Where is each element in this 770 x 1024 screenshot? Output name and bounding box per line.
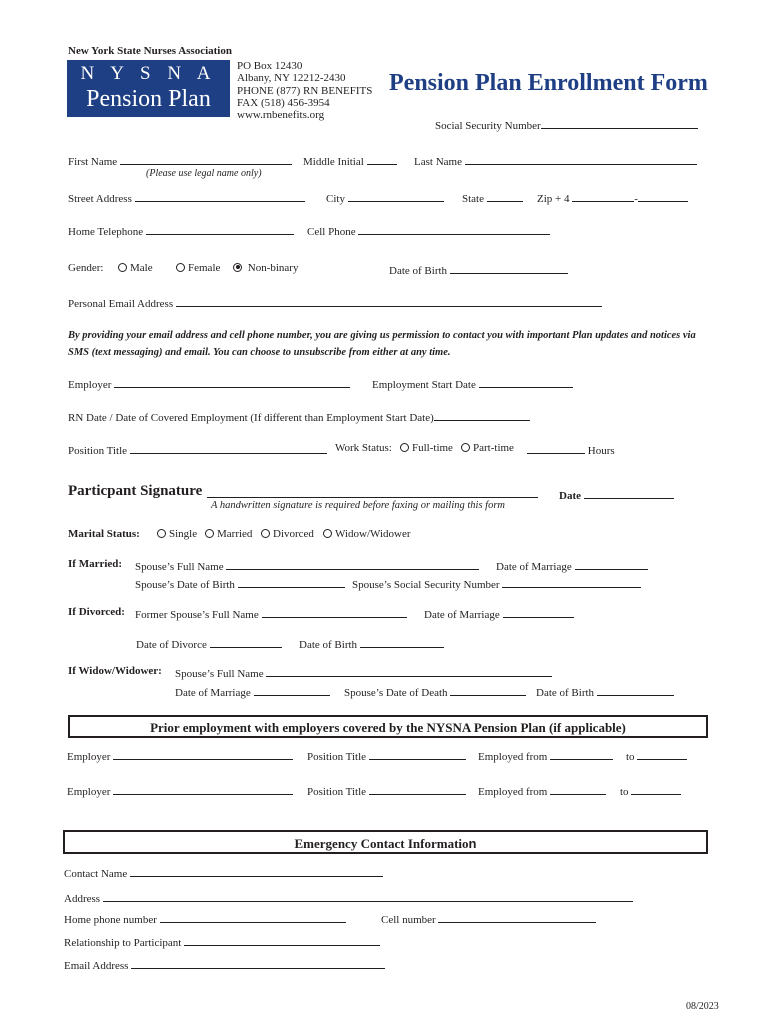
signature-date-label: Date [559,490,581,502]
date-of-birth-label: Date of Birth [389,265,448,277]
nysna-logo [67,60,230,117]
state-field[interactable] [462,190,523,205]
gender-male-radio[interactable] [118,262,153,274]
contact-email-field[interactable] [64,957,385,972]
position-title-label: Position Title [68,445,128,457]
gender-female-radio[interactable] [176,262,220,274]
spouse-death-date-field[interactable] [344,684,526,699]
hours-label: Hours [587,445,615,457]
contact-name-field[interactable] [64,865,383,880]
signature-date-field[interactable] [559,487,674,502]
prior-employment-heading: Prior employment with employers covered by the NYSNA Pension Plan (if applicable) [150,720,626,735]
full-time-radio[interactable] [400,442,453,454]
legal-name-note: (Please use legal name only) [146,168,262,179]
spouse-dob-label: Spouse’s Date of Birth [135,579,235,591]
emergency-header-box [63,830,708,854]
address-line-1: PO Box 12430 [237,60,303,72]
prior-to-2-label: to [620,786,629,798]
divorce-dob-field[interactable] [299,636,444,651]
ssn-label: Social Security Number [435,120,541,132]
radio-icon [118,263,127,272]
form-version: 08/2023 [686,1001,719,1012]
first-name-label: First Name [68,156,118,168]
emergency-heading [65,836,706,852]
prior-employer-1-field[interactable] [67,748,293,763]
spouse-death-date-label: Spouse’s Date of Death [344,687,448,699]
contact-cell-field[interactable] [381,911,596,926]
contact-home-phone-field[interactable] [64,911,346,926]
part-time-radio[interactable] [461,442,514,454]
gender-male-label: Male [130,262,153,274]
widow-marriage-date-label: Date of Marriage [175,687,251,699]
signature-label: Particpant Signature [68,483,203,499]
employer-field[interactable] [68,376,350,391]
marital-single-radio[interactable] [157,528,197,540]
prior-from-2-field[interactable] [478,783,606,798]
prior-from-2-label: Employed from [478,786,548,798]
marital-divorced-radio[interactable] [261,528,314,540]
address-line-5: www.rnbenefits.org [237,109,325,122]
work-status-label: Work Status: [335,442,392,454]
prior-from-1-label: Employed from [478,751,548,763]
middle-initial-label: Middle Initial [303,156,364,168]
marriage-date-label: Date of Marriage [496,561,572,573]
logo-top-text: N Y S N A [80,63,217,84]
part-time-label: Part-time [473,442,514,454]
radio-icon [157,529,166,538]
zip-field[interactable]: Zip + 4 - [537,190,688,205]
home-telephone-label: Home Telephone [68,226,144,238]
prior-employer-2-field[interactable] [67,783,293,798]
home-telephone-field[interactable] [68,223,294,238]
contact-relationship-label: Relationship to Participant [64,937,182,949]
spouse-ssn-field[interactable] [352,576,641,591]
middle-initial-field[interactable] [303,153,397,168]
city-field[interactable] [326,190,444,205]
divorce-marriage-date-field[interactable] [424,606,574,621]
emergency-heading-tail: n [468,836,477,851]
personal-email-field[interactable] [68,295,602,310]
radio-icon [176,263,185,272]
widow-marriage-date-field[interactable] [175,684,330,699]
association-name: New York State Nurses Association [68,45,232,57]
former-spouse-label: Former Spouse’s Full Name [135,609,259,621]
contact-address-field[interactable] [64,890,633,905]
employment-start-date-label: Employment Start Date [372,379,476,391]
marital-divorced-label: Divorced [273,528,314,540]
prior-position-1-label: Position Title [307,751,367,763]
radio-icon [461,443,470,452]
logo-bottom-text: Pension Plan [86,86,211,112]
radio-selected-icon [233,263,242,272]
if-widow-label: If Widow/Widower: [68,665,162,677]
consent-text: By providing your email address and cell phone number, you are giving us permission to contact you with important Plan updates and notices via SMS (text messaging) and email. You can choose to unsubscribe from either at any time. [68,330,696,358]
employment-start-date-field[interactable] [372,376,573,391]
prior-to-2-field[interactable] [620,783,681,798]
contact-home-phone-label: Home phone number [64,914,157,926]
contact-block [237,60,372,121]
contact-cell-label: Cell number [381,914,436,926]
radio-icon [323,529,332,538]
divorce-marriage-date-label: Date of Marriage [424,609,500,621]
hours-field[interactable] [527,442,615,457]
prior-employment-header-box [68,715,708,738]
contact-name-label: Contact Name [64,868,128,880]
cell-phone-field[interactable] [307,223,550,238]
prior-to-1-label: to [626,751,635,763]
street-address-field[interactable] [68,190,305,205]
spouse-name-label: Spouse’s Full Name [135,561,224,573]
prior-employer-1-label: Employer [67,751,111,763]
ssn-field[interactable] [435,117,698,132]
widow-dob-field[interactable] [536,684,674,699]
emergency-heading-main: Emergency Contact Informatio [294,836,469,851]
contact-address-label: Address [64,893,101,905]
position-title-field[interactable] [68,442,327,457]
gender-label: Gender: [68,262,104,274]
radio-icon [400,443,409,452]
signature-note: A handwritten signature is required before faxing or mailing this form [211,500,505,511]
spouse-name-field[interactable] [135,558,479,573]
personal-email-label: Personal Email Address [68,298,174,310]
marital-widow-label: Widow/Widower [335,528,411,540]
if-divorced-label: If Divorced: [68,606,125,618]
spouse-ssn-label: Spouse’s Social Security Number [352,579,500,591]
widow-spouse-name-label: Spouse’s Full Name [175,668,264,680]
street-address-label: Street Address [68,193,132,205]
gender-female-label: Female [188,262,221,274]
marital-married-radio[interactable] [205,528,252,540]
contact-relationship-field[interactable] [64,934,380,949]
first-name-field[interactable] [68,153,292,168]
prior-position-2-label: Position Title [307,786,367,798]
divorce-date-field[interactable] [136,636,282,651]
gender-nonbinary-label: Non-binary [247,262,299,274]
state-label: State [462,193,484,205]
divorce-date-label: Date of Divorce [136,639,207,651]
radio-icon [205,529,214,538]
marriage-date-field[interactable] [496,558,648,573]
marital-status-label: Marital Status: [68,528,140,540]
divorce-dob-label: Date of Birth [299,639,358,651]
last-name-field[interactable] [414,153,697,168]
if-married-label: If Married: [68,558,123,570]
signature-line[interactable] [207,497,538,498]
last-name-label: Last Name [414,156,462,168]
employer-label: Employer [68,379,112,391]
address-line-2: Albany, NY 12212-2430 [237,72,346,85]
city-label: City [326,193,345,205]
form-title: Pension Plan Enrollment Form [389,70,708,96]
prior-employer-2-label: Employer [67,786,111,798]
rn-date-label: RN Date / Date of Covered Employment (If different than Employment Start Date) [68,412,434,424]
cell-phone-label: Cell Phone [307,226,356,238]
radio-icon [261,529,270,538]
date-of-birth-field[interactable] [389,262,568,277]
prior-position-1-field[interactable] [307,748,466,763]
widow-spouse-name-field[interactable] [175,665,552,680]
marital-widow-radio[interactable] [323,528,411,540]
zip-label: Zip + 4 [537,193,570,205]
prior-from-1-field[interactable] [478,748,613,763]
gender-nonbinary-radio[interactable] [233,262,298,274]
marital-married-label: Married [217,528,253,540]
widow-dob-label: Date of Birth [536,687,595,699]
marital-single-label: Single [169,528,198,540]
spouse-dob-field[interactable] [135,576,345,591]
prior-position-2-field[interactable] [307,783,466,798]
address-line-3: PHONE (877) RN BENEFITS [237,84,373,97]
full-time-label: Full-time [412,442,453,454]
rn-date-field[interactable] [68,409,530,424]
prior-to-1-field[interactable] [626,748,687,763]
contact-email-label: Email Address [64,960,129,972]
address-line-4: FAX (518) 456-3954 [237,96,330,109]
former-spouse-field[interactable] [135,606,407,621]
